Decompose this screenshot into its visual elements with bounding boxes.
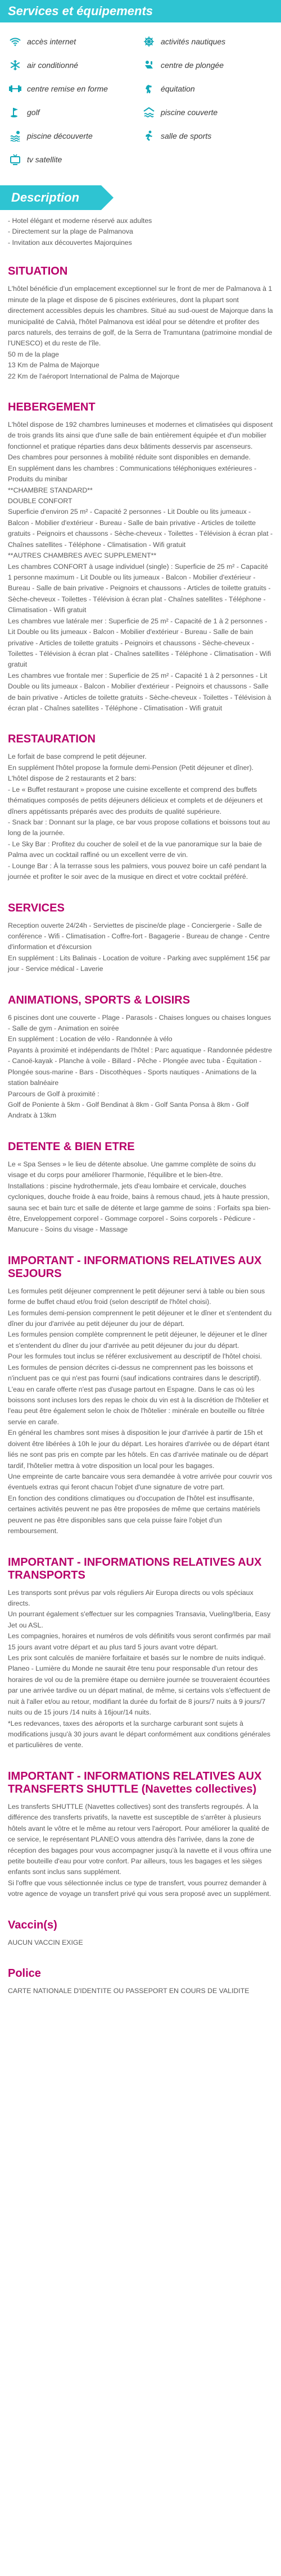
section-paragraph: 13 Km de Palma de Majorque	[8, 361, 99, 370]
section-paragraph: Si l'offre que vous sélectionnée inclus ce type de transfert, vous pourrez demander à votre agence de voyage un transfert privé qui vous sera proposé avec un supplément.	[8, 1879, 271, 1898]
section-paragraph: Les formules pension complète comprennent le petit déjeuner, le déjeuner et le dîner et s'entendent du dîner du jour d'arrivée au petit déjeuner du jour du départ.	[8, 1330, 268, 1349]
service-gym	[143, 129, 272, 143]
section-paragraph: Les prix sont calculés de manière forfaitaire et basés sur le nombre de nuits indiqué.	[8, 1654, 266, 1662]
service-label: salle de sports	[161, 131, 212, 140]
indoor-pool-icon	[143, 106, 155, 118]
section-title: IMPORTANT - INFORMATIONS RELATIVES AUX TRANSPORTS	[8, 1556, 262, 1581]
section-paragraph: - Snack bar : Donnant sur la plage, ce bar vous propose collations et boissons tout au long de la journée.	[8, 818, 270, 837]
wifi-icon	[9, 35, 21, 48]
section-paragraph: *Les redevances, taxes des aéroports et la surcharge carburant sont sujets à modifications jusqu'à 30 jours avant le départ conformément aux conditions générales et particulières de vente.	[8, 1719, 271, 1749]
section-title: IMPORTANT - INFORMATIONS RELATIVES AUX SEJOURS	[8, 1254, 262, 1280]
description-title: Description	[11, 190, 80, 204]
service-label: piscine couverte	[161, 108, 218, 117]
service-label: tv satellite	[27, 155, 62, 164]
service-label: golf	[27, 108, 40, 117]
section-situation	[8, 265, 273, 382]
section-paragraph: Golf de Poniente à 5km - Golf Bendinat à 8km - Golf Santa Ponsa à 8km - Golf Andratx à 13km	[8, 1101, 249, 1120]
section-title: SERVICES	[8, 901, 65, 914]
section-paragraph: - Le Sky Bar : Profitez du coucher de soleil et de la vue panoramique sur la baie de Palma avec un cocktail raffiné ou un excellent verre de vin.	[8, 840, 262, 859]
services-title: Services et équipements	[8, 4, 153, 18]
section-paragraph: L'hôtel dispose de 192 chambres lumineuses et modernes et climatisées qui disposent de trois grands lits ainsi que d'une salle de bain entièrement équipée et d'un mobilier fonctionnel et pratique réparties dans deux bâtiments desservis par ascenseurs.	[8, 421, 273, 450]
section-paragraph: Un pourrant également s'effectuer sur les compagnies Transavia, Vueling/Iberia, Easy Jet ou ASL.	[8, 1610, 271, 1629]
service-label: centre remise en forme	[27, 84, 108, 93]
section-title: RESTAURATION	[8, 733, 96, 746]
section-paragraph: Planeo - Lumière du Monde ne saurait être tenu pour responsable d'un retour des horaires de vol ou de la première étape ou dernière journée se trouveraient écourtées par une arrivée tardive ou un départ matinal, de même, si certains vols s'effectuent de nuit à l'aller et/ou au retour, modifiant la durée du forfait de 8 jours/7 nuits à 9 jours/7 nuits ou de 15 jours /14 nuits à 16jour/14 nuits.	[8, 1665, 270, 1717]
intro-line: - Hotel élégant et moderne réservé aux adultes	[8, 217, 152, 225]
section-paragraph: Les transferts SHUTTLE (Navettes collectives) sont des transferts regroupés. À la différence des transferts privatifs, la navette est susceptible de s'arrêter à plusieurs hôtels avant le vôtre et le même au retour vers l'aéroport. Pour améliorer la qualité de ce service, le représentant PLANEO vous attendra dès l'arrivée, dans la zone de réception des bagages pour vous accompagner jusqu'à la navette et il vous offrira une petite bouteille d'eau pour votre confort. Par ailleurs, tous les bagages et les sièges enfants sont inclus sans supplément.	[8, 1802, 272, 1876]
description-content	[0, 210, 281, 2008]
section-important-informations-relatives-aux-sejours	[8, 1255, 273, 1537]
intro-line: - Directement sur la plage de Palmanova	[8, 227, 133, 236]
ship-wheel-icon	[143, 35, 155, 48]
scuba-icon	[143, 59, 155, 71]
sports-icon	[143, 130, 155, 142]
section-paragraph: Les chambres CONFORT à usage individuel (single) : Superficie de 25 m² - Capacité 1 personne maximum - Lit Double ou lits jumeaux - Balcon - Mobilier d'extérieur - Bureau - Salle de bain privative - Peignoirs et chaussons - Articles de toilette gratuits - Sèche-cheveux - Toilettes - Télévision à écran plat - Chaînes satellites - Téléphone - Climatisation - Wifi gratuit	[8, 562, 271, 614]
service-diving	[143, 58, 272, 72]
section-paragraph: L'hôtel bénéficie d'un emplacement exceptionnel sur le front de mer de Palmanova à 1 minute de la plage et dispose de 6 piscines extérieures, dont la plupart sont directement accessibles depuis les chambres. Situé au sud-ouest de Majorque dans la municipalité de Calvià, l'hôtel Palmanova est idéal pour se détendre et profiter des parcs naturels, des terrains de golf, de la Serra de Tramuntana (patrimoine mondial de l'UNESCO) et du reste de l'île.	[8, 285, 273, 348]
section-paragraph: Des chambres pour personnes à mobilité réduite sont disponibles en demande.	[8, 453, 251, 462]
section-paragraph: AUCUN VACCIN EXIGE	[8, 1938, 83, 1946]
service-fitness	[9, 82, 138, 95]
section-paragraph: Le forfait de base comprend le petit déjeuner.	[8, 753, 147, 761]
section-paragraph: CARTE NATIONALE D'IDENTITE OU PASSEPORT EN COURS DE VALIDITE	[8, 1987, 250, 1995]
section-paragraph: 6 piscines dont une couverte - Plage - Parasols - Chaises longues ou chaises longues - Salle de gym - Animation en soirée	[8, 1013, 271, 1033]
service-riding	[143, 82, 272, 95]
section-paragraph: Les chambres vue latérale mer : Superficie de 25 m² - Capacité de 1 à 2 personnes - Lit Double ou lits jumeaux - Balcon - Mobilier d'extérieur - Bureau - Salle de bain privative - Articles de toilette gratuits - Peignoirs et chaussons - Sèche-cheveux - Toilettes - Télévision à écran plat - Chaînes satellites - Téléphone - Climatisation - Wifi gratuit	[8, 617, 271, 669]
service-indoor-pool	[143, 106, 272, 119]
section-paragraph: En supplément l'hôtel propose la formule demi-Pension (Petit déjeuner et dîner).	[8, 763, 254, 772]
section-paragraph: L'hôtel dispose de 2 restaurants et 2 bars:	[8, 774, 137, 783]
section-paragraph: Reception ouverte 24/24h - Serviettes de piscine/de plage - Conciergerie - Salle de conférence - Wifi - Climatisation - Coffre-fort - Bagagerie - Bureau de change - Centre d'information et d'éxcursion	[8, 921, 270, 951]
section-paragraph: Les formules de pension décrites ci-dessus ne comprennent pas les boissons et n'incluent pas ce qui n'est pas fourni (sauf indications contraires dans le descriptif). L'eau en carafe offerte n'est pas d'usage partout en Espagne. Dans le cas où les boissons sont incluses lors des repas le choix du vin est à la discrétion de l'hôtelier et l'eau peut être également selon le choix de l'hôtelier : minérale en bouteille ou filtrée servie en carafe.	[8, 1363, 269, 1426]
intro-line: - Invitation aux découvertes Majorquines	[8, 238, 132, 247]
section-title: IMPORTANT - INFORMATIONS RELATIVES AUX TRANSFERTS SHUTTLE (Navettes collectives)	[8, 1770, 262, 1795]
services-grid	[0, 22, 281, 176]
dumbbell-icon	[9, 83, 21, 95]
section-paragraph: - Le « Buffet restaurant » propose une cuisine excellente et comprend des buffets thématiques composés de petits déjeuners délicieux et complets et de déjeuners et dîners appétissants préparés avec des produits de qualité supérieure.	[8, 785, 263, 815]
section-title: ANIMATIONS, SPORTS & LOISIRS	[8, 993, 191, 1006]
section-paragraph: Les chambres vue frontale mer : Superficie de 25 m² - Capacité 1 à 2 personnes - Lit Double ou lits jumeaux - Balcon - Mobilier d'extérieur - Peignoirs et chaussons - Salle de bain privative - Articles de toilette gratuits - Sèche-cheveux - Toilettes - Télévision à écran plat - Chaînes satellites - Téléphone - Climatisation - Wifi gratuit	[8, 671, 271, 713]
section-hebergement	[8, 401, 273, 714]
service-label: activités nautiques	[161, 37, 226, 46]
section-paragraph: Les formules petit déjeuner comprennent le petit déjeuner servi à table ou bien sous forme de buffet chaud et/ou froid (selon descriptif de l'hôtel choisi).	[8, 1287, 265, 1306]
service-label: centre de plongée	[161, 61, 224, 70]
section-paragraph: DOUBLE CONFORT	[8, 497, 72, 505]
section-paragraph: En supplément : Lits Balinais - Location de voiture - Parking avec supplément 15€ par jour - Service médical - Laverie	[8, 954, 270, 973]
section-paragraph: Payants à proximité et indépendants de l'hôtel : Parc aquatique - Randonnée pédestre - Canoë-kayak - Planche à voile - Billard - Pêche - Plongée avec tuba - Équitation - Plongée sous-marine - Bars - Discothèques - Sports nautiques - Animations de la station balnéaire	[8, 1046, 272, 1087]
section-paragraph: **CHAMBRE STANDARD**	[8, 486, 93, 494]
section-paragraph: **AUTRES CHAMBRES AVEC SUPPLEMENT**	[8, 551, 157, 560]
section-paragraph: Les compagnies, horaires et numéros de vols définitifs vous seront confirmés par mail 15 jours avant votre départ et au plus tard 5 jours avant votre départ.	[8, 1632, 271, 1651]
service-nautical	[143, 35, 272, 48]
section-paragraph: En général les chambres sont mises à disposition le jour d'arrivée à partir de 15h et doivent être libérées à 10h le jour du départ. Les horaires d'arrivée ou de départ étant liés ne sont pas pris en compte par les hôtels. En cas d'arrivée matinale ou de départ tardif, l'hôtelier mettra à votre disposition un local pour les bagages.	[8, 1429, 270, 1470]
section-paragraph: Le « Spa Senses » le lieu de détente absolue. Une gamme complète de soins du visage et du corps pour améliorer l'harmonie, l'équilibre et le bien-être.	[8, 1160, 256, 1179]
section-restauration	[8, 733, 273, 882]
section-paragraph: 22 Km de l'aéroport International de Palma de Majorque	[8, 372, 180, 380]
service-internet	[9, 35, 138, 48]
section-paragraph: En fonction des conditions climatiques ou d'occupation de l'hôtel est insuffisante, certaines activités peuvent ne pas être proposées de même que certains matériels peuvent ne pas être disponibles sans que cela puisse faire l'objet d'un remboursement.	[8, 1494, 261, 1535]
section-important-informations-relatives-aux-transports	[8, 1556, 273, 1751]
section-title: SITUATION	[8, 265, 68, 278]
description-sections	[8, 265, 273, 1996]
service-outdoor-pool	[9, 129, 138, 143]
section-paragraph: Installations : piscine hydrothermale, jets d'eau lombaire et cervicale, douches cycloniques, douche froide à eau froide, bains à remous chaud, jets à haute pression, sauna sec et bain turc et salle de détente et large gamme de soins : Forfaits spa bien-être, Enveloppement corporel - Gommage corporel - Soins corporels - Pédicure - Manucure - Soins du visage - Massage	[8, 1182, 271, 1234]
section-paragraph: 50 m de la plage	[8, 350, 59, 358]
section-paragraph: En supplément : Location de vélo - Randonnée à vélo	[8, 1035, 173, 1043]
section-detente-bien-etre	[8, 1141, 273, 1235]
section-animations-sports-loisirs	[8, 994, 273, 1121]
section-paragraph: Les transports sont prévus par vols réguliers Air Europa directs ou vols spéciaux directs.	[8, 1588, 253, 1607]
description-header	[0, 185, 281, 210]
description-ribbon	[0, 185, 101, 210]
service-label: piscine découverte	[27, 131, 93, 140]
horse-icon	[143, 83, 155, 95]
section-paragraph: Une empreinte de carte bancaire vous sera demandée à votre arrivée pour couvrir vos éventuels extras qui feront chacun l'objet d'une signature de votre part.	[8, 1472, 273, 1492]
section-paragraph: Pour les formules tout inclus se référer exclusivement au descriptif de l'hôtel choisi.	[8, 1352, 262, 1361]
outdoor-pool-icon	[9, 130, 21, 142]
section-services	[8, 902, 273, 975]
section-paragraph: - Lounge Bar : À la terrasse sous les palmiers, vous pouvez boire un café pendant la journée et profiter le soir avec de la musique en direct et votre cocktail préféré.	[8, 861, 267, 881]
section-paragraph: Parcours de Golf à proximité :	[8, 1089, 99, 1098]
section-title: DETENTE & BIEN ETRE	[8, 1140, 135, 1153]
section-paragraph: Superficie d'environ 25 m² - Capacité 2 personnes - Lit Double ou lits jumeaux - Balcon - Mobilier d'extérieur - Bureau - Salle de bain privative - Articles de toilette gratuits - Peignoirs et chaussons - Sèche-cheveux - Toilettes - Télévision à écran plat - Chaînes satellites - Téléphone - Climatisation - Wifi gratuit	[8, 508, 273, 549]
section-important-informations-relatives-aux-transferts-shuttle-navettes-collectives	[8, 1770, 273, 1900]
service-label: équitation	[161, 84, 195, 93]
section-paragraph: Les formules demi-pension comprennent le petit déjeuner et le dîner et s'entendent du dîner du jour d'arrivée au petit déjeuner du jour de départ.	[8, 1308, 272, 1328]
section-paragraph: En supplément dans les chambres : Communications téléphoniques extérieures - Produits du minibar	[8, 464, 257, 484]
section-police	[8, 1967, 273, 1996]
service-label: accès internet	[27, 37, 76, 46]
service-label: air conditionné	[27, 61, 79, 70]
section-title: Police	[8, 1967, 41, 1980]
service-golf	[9, 106, 138, 119]
snowflake-icon	[9, 59, 21, 71]
golf-icon	[9, 106, 21, 118]
satellite-tv-icon	[9, 153, 21, 166]
section-title: HEBERGEMENT	[8, 401, 96, 414]
services-header	[0, 0, 281, 22]
section-title: Vaccin(s)	[8, 1918, 57, 1931]
service-aircon	[9, 58, 138, 72]
service-satellite-tv	[9, 153, 138, 166]
section-vaccin-s	[8, 1919, 273, 1948]
